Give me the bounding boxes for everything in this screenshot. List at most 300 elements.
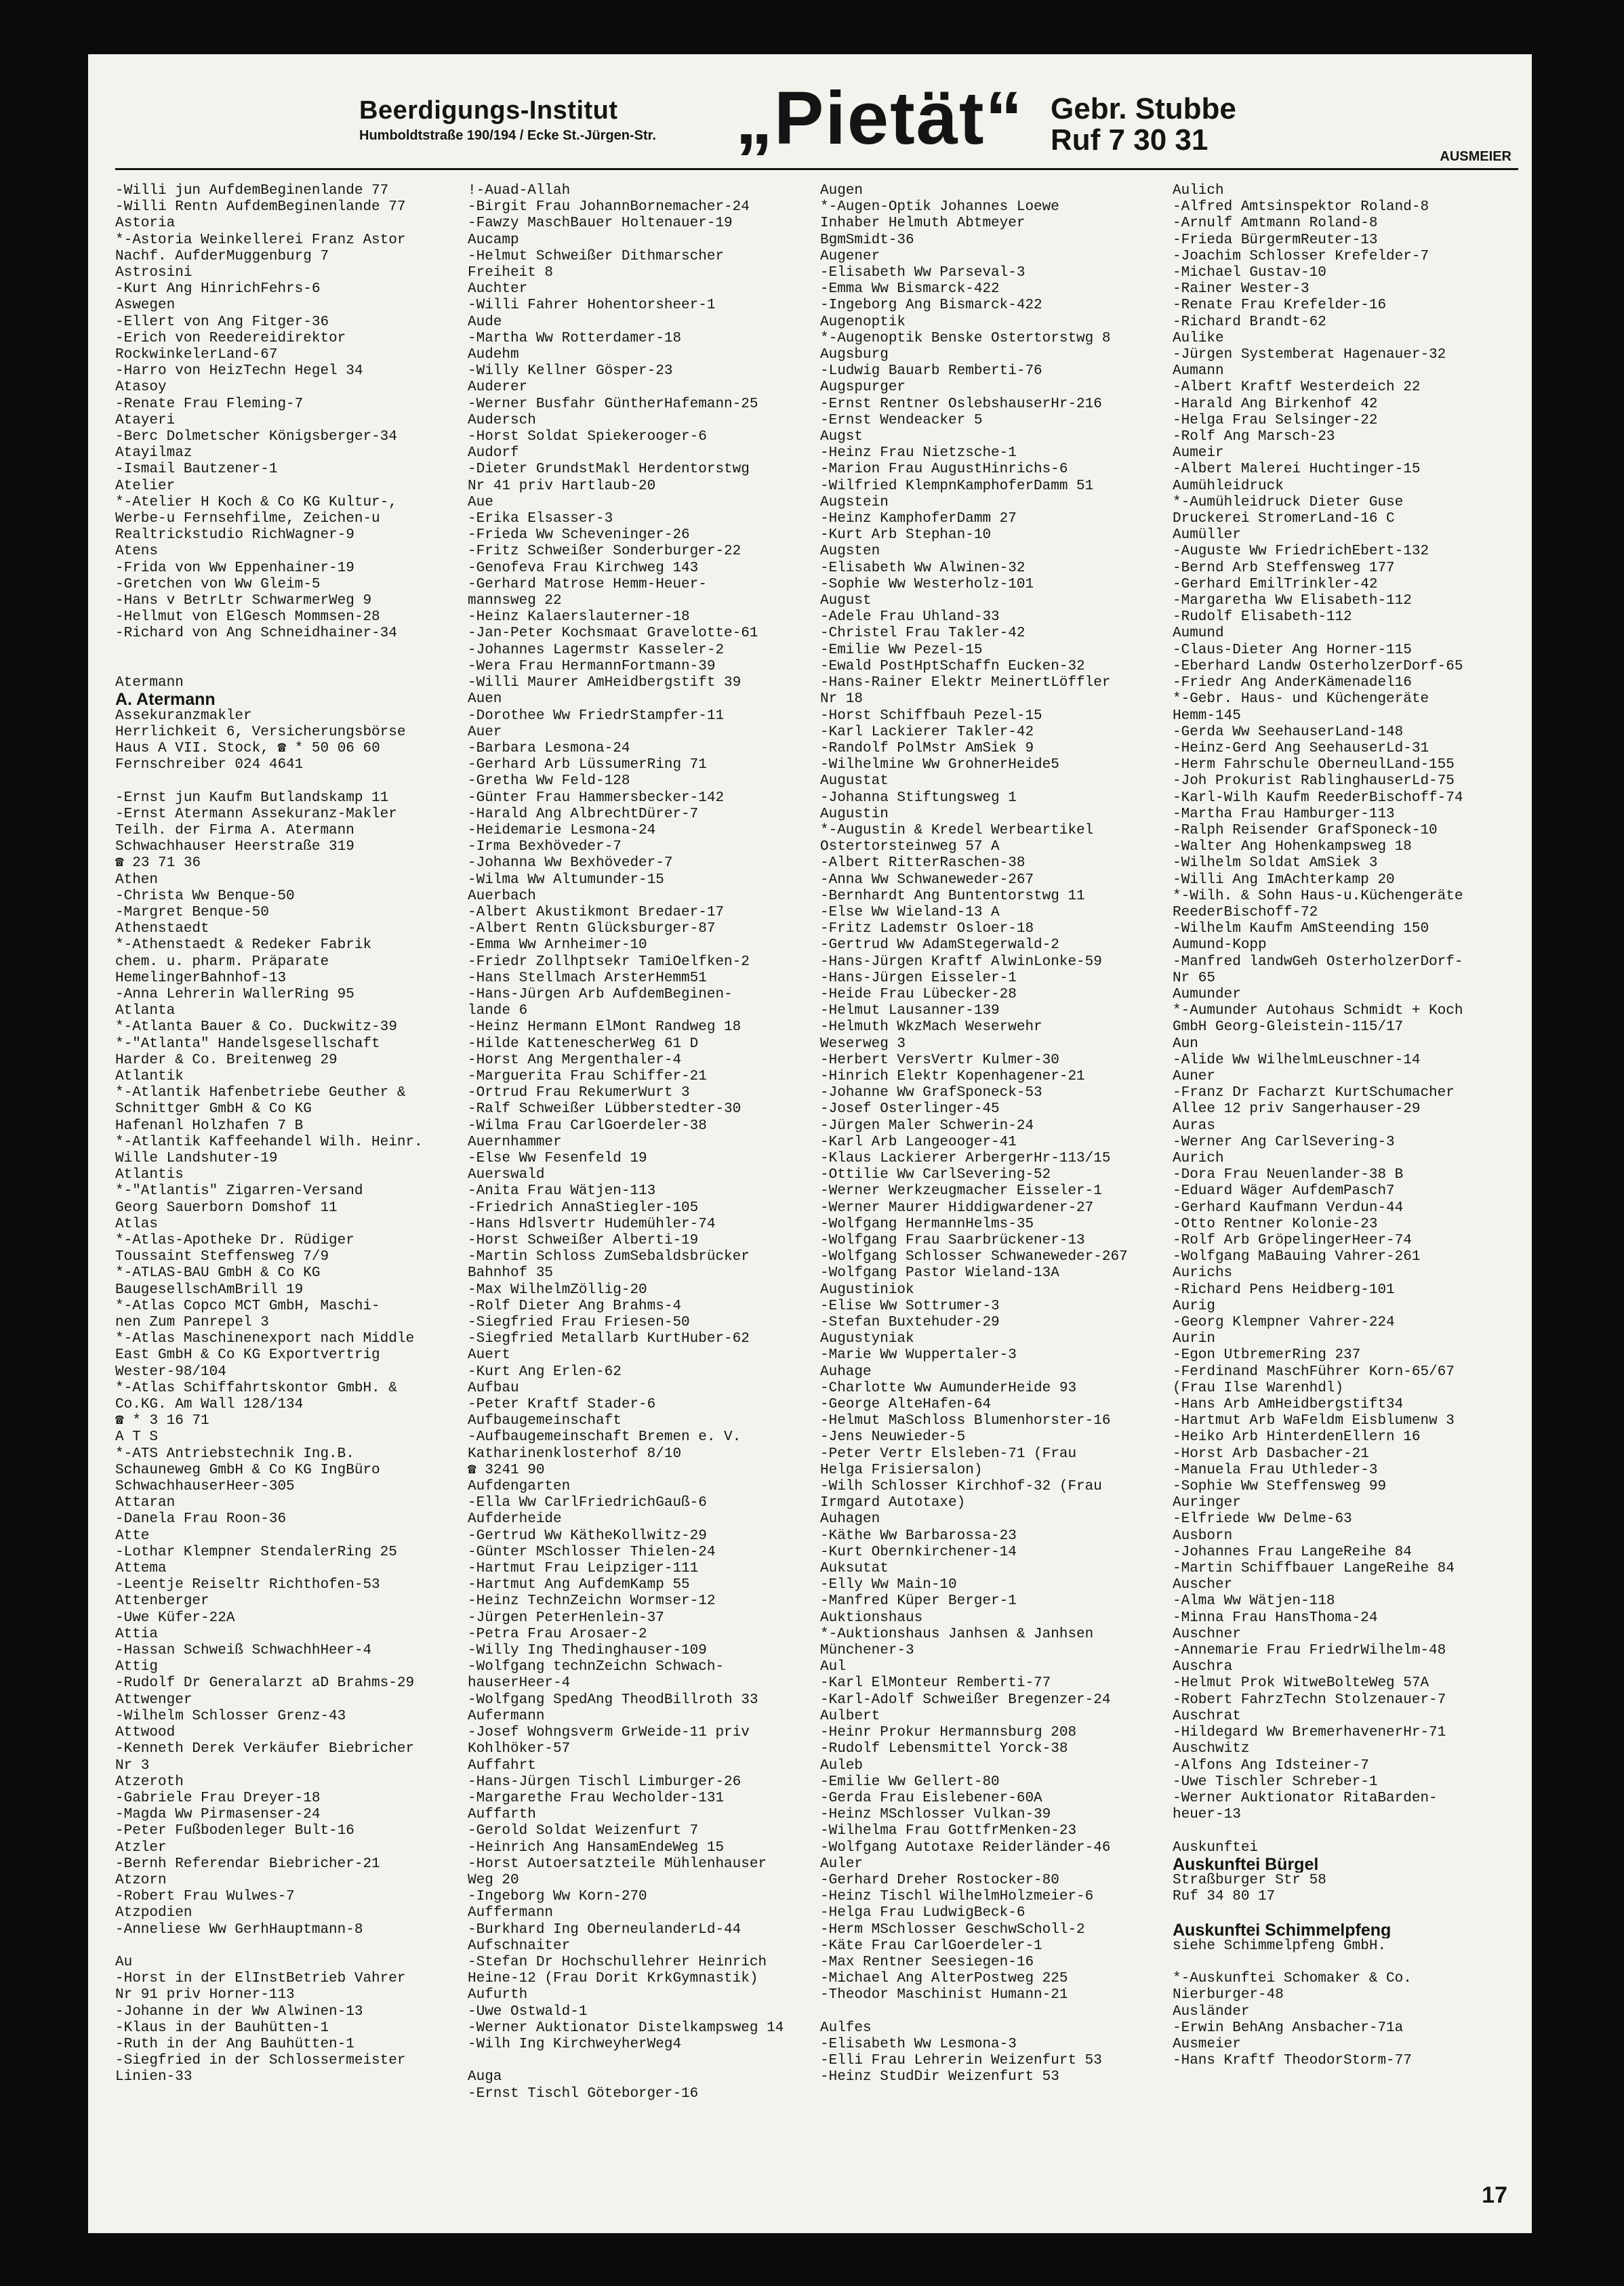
- listing-line: [1173, 1905, 1511, 1921]
- listing-line: *-Augenoptik Benske Ostertorstwg 8: [820, 330, 1111, 346]
- listing-line: Aurin: [1173, 1331, 1216, 1347]
- listing-line: [115, 659, 454, 675]
- listing-line: *-ATLAS-BAU GmbH & Co KG: [115, 1265, 321, 1282]
- listing-line: -Ewald PostHptSchaffn Eucken-32: [820, 658, 1085, 674]
- listing-line: -Elisabeth Ww Alwinen-32: [820, 560, 1026, 576]
- listing-line: A T S: [115, 1429, 159, 1446]
- listing-line: Attia: [115, 1626, 159, 1642]
- listing-line: Augsburg: [820, 347, 889, 363]
- listing-line: -Rolf Dieter Ang Brahms-4: [468, 1298, 682, 1314]
- listing-line: -Heinr Prokur Hermannsburg 208: [820, 1725, 1077, 1741]
- listing-line: -Heinz Tischl WilhelmHolzmeier-6: [820, 1889, 1094, 1905]
- listing-line: -Martha Ww Rotterdamer-18: [468, 330, 682, 346]
- listing-line: -Helmuth WkzMach Weserwehr: [820, 1019, 1042, 1036]
- listing-line: Schwachhauser Heerstraße 319: [115, 839, 354, 855]
- listing-line: Auksutat: [820, 1561, 889, 1577]
- listing-line: -Siegfried Frau Friesen-50: [468, 1315, 690, 1331]
- listing-line: *-Atelier H Koch & Co KG Kultur-,: [115, 494, 397, 510]
- listing-line: -Michael Ang AlterPostweg 225: [820, 1971, 1068, 1987]
- listing-line: -Hans Hdlsvertr Hudemühler-74: [468, 1216, 716, 1232]
- listing-line: -Elisabeth Ww Parseval-3: [820, 265, 1026, 281]
- listing-line: Atens: [115, 544, 159, 560]
- listing-line: -Ellert von Ang Fitger-36: [115, 314, 329, 330]
- listing-line: -Kurt Ang HinrichFehrs-6: [115, 281, 321, 298]
- listing-line: Auerswald: [468, 1167, 545, 1183]
- listing-line: Inhaber Helmuth Abtmeyer: [820, 216, 1026, 232]
- listing-line: -Ernst jun Kaufm Butlandskamp 11: [115, 790, 389, 806]
- listing-line: Auschner: [1173, 1626, 1241, 1642]
- listing-line: -Josef Wohngsverm GrWeide-11 priv: [468, 1725, 750, 1741]
- listing-line: -Margarethe Frau Wecholder-131: [468, 1790, 725, 1806]
- listing-line: -Dora Frau Neuenlander-38 B: [1173, 1167, 1404, 1183]
- listing-line: -Bernd Arb Steffensweg 177: [1173, 560, 1395, 576]
- listing-line: Teilh. der Firma A. Atermann: [115, 822, 354, 838]
- listing-line: *-Auskunftei Schomaker & Co.: [1173, 1971, 1412, 1987]
- listing-line: Atelier: [115, 478, 176, 494]
- listing-line: Druckerei StromerLand-16 C: [1173, 511, 1395, 527]
- listing-line: -Horst Ang Mergenthaler-4: [468, 1052, 682, 1068]
- listing-line: *-Atlas Copco MCT GmbH, Maschi-: [115, 1298, 380, 1314]
- listing-line: Atermann: [115, 675, 184, 691]
- listing-line: A. Atermann: [115, 691, 216, 708]
- listing-line: [820, 2004, 1159, 2020]
- listing-line: -Ismail Bautzener-1: [115, 462, 278, 478]
- listing-line: -Günter Frau Hammersbecker-142: [468, 790, 725, 806]
- listing-line: Nr 65: [1173, 970, 1216, 986]
- listing-line: -Marion Frau AugustHinrichs-6: [820, 462, 1068, 478]
- listing-line: -Wolfgang Autotaxe Reiderländer-46: [820, 1839, 1111, 1856]
- listing-line: *-Atlanta Bauer & Co. Duckwitz-39: [115, 1019, 397, 1036]
- listing-line: Georg Sauerborn Domshof 11: [115, 1200, 338, 1216]
- listing-line: -Else Ww Wieland-13 A: [820, 904, 1000, 920]
- listing-column-3: [820, 183, 1159, 2086]
- listing-line: -Marie Ww Wuppertaler-3: [820, 1347, 1017, 1364]
- listing-line: Atlas: [115, 1216, 159, 1232]
- listing-line: -Ralph Reisender GrafSponeck-10: [1173, 822, 1438, 838]
- listing-line: -Hans v BetrLtr SchwarmerWeg 9: [115, 593, 372, 609]
- listing-line: -Hans-Jürgen Arb AufdemBeginen-: [468, 986, 733, 1002]
- listing-line: *-Augen-Optik Johannes Loewe: [820, 199, 1059, 216]
- listing-line: -Arnulf Amtmann Roland-8: [1173, 216, 1378, 232]
- listing-line: -Helmut Schweißer Dithmarscher: [468, 248, 725, 264]
- listing-line: -Hans Arb AmHeidbergstift34: [1173, 1397, 1404, 1413]
- listing-line: -Ernst Tischl Göteborger-16: [468, 2085, 699, 2102]
- listing-line: Hafenanl Holzhafen 7 B: [115, 1118, 304, 1134]
- listing-line: -Elli Frau Lehrerin Weizenfurt 53: [820, 2053, 1102, 2069]
- listing-line: -Annemarie Frau FriedrWilhelm-48: [1173, 1643, 1446, 1659]
- listing-line: -Wilfried KlempnKamphoferDamm 51: [820, 478, 1094, 494]
- listing-line: [468, 2053, 807, 2069]
- listing-line: -Rainer Wester-3: [1173, 281, 1310, 298]
- listing-line: *-Athenstaedt & Redeker Fabrik: [115, 937, 372, 954]
- listing-line: -Ortrud Frau RekumerWurt 3: [468, 1085, 690, 1101]
- listing-line: chem. u. pharm. Präparate: [115, 954, 329, 970]
- listing-line: Aun: [1173, 1036, 1198, 1052]
- listing-line: ReederBischoff-72: [1173, 904, 1318, 920]
- listing-line: -Ludwig Bauarb Remberti-76: [820, 363, 1042, 380]
- listing-line: *-Astoria Weinkellerei Franz Astor: [115, 232, 406, 248]
- listing-line: -Bernhardt Ang Buntentorstwg 11: [820, 888, 1085, 904]
- listing-line: -Heidemarie Lesmona-24: [468, 822, 656, 838]
- listing-line: Augustat: [820, 773, 889, 790]
- listing-line: Aurichs: [1173, 1265, 1233, 1282]
- listing-line: -Rolf Arb GröpelingerHeer-74: [1173, 1233, 1412, 1248]
- listing-line: Aufderheide: [468, 1511, 562, 1528]
- listing-line: *-Gebr. Haus- und Küchengeräte: [1173, 691, 1429, 708]
- listing-line: Linien-33: [115, 2069, 192, 2085]
- listing-line: Schauneweg GmbH & Co KG IngBüro: [115, 1462, 380, 1478]
- listing-line: *-Augustin & Kredel Werbeartikel: [820, 822, 1094, 838]
- listing-line: Attig: [115, 1659, 159, 1675]
- listing-line: Auffermann: [468, 1905, 554, 1921]
- listing-line: -Martin Schloss ZumSebaldsbrücker: [468, 1249, 750, 1265]
- listing-line: -Ingeborg Ww Korn-270: [468, 1889, 647, 1905]
- listing-line: GmbH Georg-Gleistein-115/17: [1173, 1019, 1404, 1036]
- listing-line: Aumeir: [1173, 445, 1224, 462]
- listing-line: -Jürgen PeterHenlein-37: [468, 1610, 664, 1626]
- listing-line: Auschwitz: [1173, 1741, 1250, 1757]
- listing-line: -Manfred landwGeh OsterholzerDorf-: [1173, 954, 1463, 970]
- listing-line: -Gertrud Ww KätheKollwitz-29: [468, 1528, 707, 1544]
- listing-line: -Rudolf Dr Generalarzt aD Brahms-29: [115, 1675, 415, 1692]
- listing-line: -Minna Frau HansThoma-24: [1173, 1610, 1378, 1626]
- listing-line: Augspurger: [820, 380, 906, 396]
- listing-line: -Hans Kraftf TheodorStorm-77: [1173, 2053, 1412, 2069]
- listing-line: Audehm: [468, 347, 519, 363]
- listing-line: -Gerold Soldat Weizenfurt 7: [468, 1823, 699, 1839]
- listing-line: -Harro von HeizTechn Hegel 34: [115, 363, 363, 380]
- listing-line: -Heinz-Gerd Ang SeehauserLd-31: [1173, 740, 1429, 756]
- listing-line: Nr 3: [115, 1757, 150, 1774]
- listing-line: -Joh Prokurist RablinghauserLd-75: [1173, 773, 1455, 790]
- listing-line: Auringer: [1173, 1495, 1241, 1511]
- listing-line: -Lothar Klempner StendalerRing 25: [115, 1544, 397, 1560]
- listing-line: -Jürgen Maler Schwerin-24: [820, 1118, 1034, 1134]
- listing-line: Nr 91 priv Horner-113: [115, 1987, 295, 2003]
- listing-line: -Marguerita Frau Schiffer-21: [468, 1068, 707, 1084]
- listing-line: Astrosini: [115, 265, 192, 281]
- listing-line: -Heinz Frau Nietzsche-1: [820, 445, 1017, 462]
- listing-line: -Hilde KattenescherWeg 61 D: [468, 1036, 699, 1052]
- listing-line: Münchener-3: [820, 1643, 914, 1659]
- listing-line: -Georg Klempner Vahrer-224: [1173, 1315, 1395, 1331]
- listing-line: -Gerhard Dreher Rostocker-80: [820, 1872, 1059, 1888]
- listing-line: -Wilhelmine Ww GrohnerHeide5: [820, 757, 1059, 773]
- listing-line: Atlanta: [115, 1003, 176, 1019]
- listing-line: Attwood: [115, 1725, 176, 1741]
- listing-line: Augener: [820, 248, 880, 264]
- listing-line: Assekuranzmakler: [115, 708, 252, 724]
- listing-line: Auschrat: [1173, 1708, 1241, 1724]
- listing-line: -Kurt Obernkirchener-14: [820, 1544, 1017, 1560]
- listing-line: Aumund: [1173, 626, 1224, 642]
- listing-line: -Helga Frau LudwigBeck-6: [820, 1905, 1026, 1921]
- listing-line: -Danela Frau Roon-36: [115, 1511, 287, 1528]
- listing-line: -Harald Ang Birkenhof 42: [1173, 396, 1378, 412]
- listing-line: -Gretchen von Ww Gleim-5: [115, 576, 321, 592]
- listing-line: -Helga Frau Selsinger-22: [1173, 412, 1378, 428]
- listing-line: siehe Schimmelpfeng GmbH.: [1173, 1938, 1387, 1954]
- listing-line: [115, 642, 454, 659]
- listing-line: Bahnhof 35: [468, 1265, 554, 1282]
- header-left: [359, 96, 656, 144]
- listing-line: -George AlteHafen-64: [820, 1397, 992, 1413]
- listing-line: Aul: [820, 1659, 846, 1675]
- directory-page: [88, 54, 1532, 2233]
- listing-line: -Wolfgang MaBauing Vahrer-261: [1173, 1249, 1421, 1265]
- listing-line: -Egon UtbremerRing 237: [1173, 1347, 1361, 1364]
- listing-line: Aumund-Kopp: [1173, 937, 1267, 954]
- listing-line: -Hildegard Ww BremerhavenerHr-71: [1173, 1725, 1446, 1741]
- listing-line: -Anna Lehrerin WallerRing 95: [115, 986, 354, 1002]
- listing-line: Wester-98/104: [115, 1364, 226, 1380]
- listing-line: -Heinz MSchlosser Vulkan-39: [820, 1807, 1051, 1823]
- listing-line: Aswegen: [115, 298, 176, 314]
- company-name: Gebr. Stubbe: [1051, 92, 1236, 125]
- listing-line: Augenoptik: [820, 314, 906, 330]
- listing-line: -Rudolf Elisabeth-112: [1173, 609, 1352, 626]
- listing-line: -Wolfgang technZeichn Schwach-: [468, 1659, 725, 1675]
- listing-line: -Werner Auktionator Distelkampsweg 14: [468, 2020, 784, 2036]
- listing-line: -Emilie Ww Pezel-15: [820, 642, 983, 658]
- listing-line: -Jens Neuwieder-5: [820, 1429, 966, 1446]
- listing-line: -Helmut MaSchloss Blumenhorster-16: [820, 1413, 1111, 1429]
- listing-line: -Albert Kraftf Westerdeich 22: [1173, 380, 1421, 396]
- listing-line: *-Atlantik Kaffeehandel Wilh. Heinr.: [115, 1134, 423, 1150]
- listing-line: -Klaus Lackierer ArbergerHr-113/15: [820, 1150, 1111, 1166]
- listing-line: -Willi Fahrer Hohentorsheer-1: [468, 298, 716, 314]
- listing-line: -Werner Werkzeugmacher Eisseler-1: [820, 1183, 1102, 1200]
- listing-line: -Gretha Ww Feld-128: [468, 773, 630, 790]
- listing-line: -Hans-Rainer Elektr MeinertLöffler: [820, 675, 1111, 691]
- listing-line: -Werner Busfahr GüntherHafemann-25: [468, 396, 758, 412]
- listing-line: Atzler: [115, 1839, 167, 1856]
- listing-line: -Heide Frau Lübecker-28: [820, 986, 1017, 1002]
- listing-line: -Peter Fußbodenleger Bult-16: [115, 1823, 354, 1839]
- listing-line: Auga: [468, 2069, 502, 2085]
- listing-line: -Josef Osterlinger-45: [820, 1101, 1000, 1118]
- listing-line: -Karl ElMonteur Remberti-77: [820, 1675, 1051, 1692]
- listing-line: Auchter: [468, 281, 528, 298]
- listing-line: -Karl-Adolf Schweißer Bregenzer-24: [820, 1692, 1111, 1708]
- listing-line: -Willy Kellner Gösper-23: [468, 363, 673, 380]
- listing-line: -Wera Frau HermannFortmann-39: [468, 658, 716, 674]
- listing-line: Attenberger: [115, 1593, 209, 1610]
- listing-line: -Charlotte Ww AumunderHeide 93: [820, 1380, 1077, 1396]
- listing-line: -Johannes Lagermstr Kasseler-2: [468, 642, 725, 658]
- listing-line: -Karl Arb Langeooger-41: [820, 1134, 1017, 1150]
- listing-line: -Gerhard Arb LüssumerRing 71: [468, 757, 707, 773]
- listing-line: -Elisabeth Ww Lesmona-3: [820, 2036, 1017, 2052]
- listing-line: Auler: [820, 1856, 864, 1872]
- listing-line: [1173, 1823, 1511, 1839]
- listing-line: -Uwe Ostwald-1: [468, 2003, 588, 2020]
- listing-line: -Heinz TechnZeichn Wormser-12: [468, 1593, 716, 1610]
- listing-line: -Elfriede Ww Delme-63: [1173, 1511, 1352, 1528]
- listing-line: Atlantik: [115, 1068, 184, 1084]
- listing-line: -Johanne in der Ww Alwinen-13: [115, 2003, 363, 2020]
- listing-line: -Robert Frau Wulwes-7: [115, 1889, 295, 1905]
- listing-line: -Käthe Ww Barbarossa-23: [820, 1528, 1017, 1544]
- listing-line: Auffarth: [468, 1807, 536, 1823]
- listing-line: -Emma Ww Bismarck-422: [820, 281, 1000, 298]
- listing-line: ☎ 23 71 36: [115, 855, 201, 872]
- listing-line: -Eberhard Landw OsterholzerDorf-65: [1173, 658, 1463, 674]
- listing-line: Nr 18: [820, 691, 864, 708]
- listing-line: Katharinenklosterhof 8/10: [468, 1446, 682, 1462]
- listing-line: Weserweg 3: [820, 1036, 906, 1052]
- listing-line: Atayeri: [115, 412, 176, 428]
- listing-line: mannsweg 22: [468, 593, 562, 609]
- listing-line: Audorf: [468, 445, 519, 462]
- listing-line: -Hans Stellmach ArsterHemm51: [468, 970, 707, 986]
- listing-line: -Gerda Frau Eislebener-60A: [820, 1790, 1042, 1806]
- listing-line: -Ernst Atermann Assekuranz-Makler: [115, 806, 397, 822]
- listing-line: -Aufbaugemeinschaft Bremen e. V.: [468, 1429, 742, 1446]
- listing-line: Auernhammer: [468, 1134, 562, 1150]
- listing-line: Nierburger-48: [1173, 1987, 1284, 2003]
- listing-line: -Fritz Lademstr Osloer-18: [820, 921, 1034, 937]
- listing-line: -Alfred Amtsinspektor Roland-8: [1173, 199, 1429, 216]
- listing-line: *-Wilh. & Sohn Haus-u.Küchengeräte: [1173, 888, 1463, 904]
- listing-line: Auskunftei Bürgel: [1173, 1856, 1319, 1873]
- company-phone: Ruf 7 30 31: [1051, 123, 1209, 157]
- listing-line: -Sophie Ww Westerholz-101: [820, 576, 1034, 592]
- listing-line: -Albert RitterRaschen-38: [820, 855, 1026, 872]
- listing-line: -Genofeva Frau Kirchweg 143: [468, 560, 699, 576]
- listing-line: Werbe-u Fernsehfilme, Zeichen-u: [115, 511, 380, 527]
- listing-line: -Horst Arb Dasbacher-21: [1173, 1446, 1369, 1462]
- listing-line: -Gabriele Frau Dreyer-18: [115, 1790, 321, 1806]
- listing-line: heuer-13: [1173, 1807, 1241, 1823]
- listing-line: ☎ * 3 16 71: [115, 1413, 209, 1429]
- listing-line: Auert: [468, 1347, 511, 1364]
- listing-line: -Albert Malerei Huchtinger-15: [1173, 462, 1421, 478]
- listing-line: -Ralf Schweißer Lübberstedter-30: [468, 1101, 742, 1118]
- listing-line: -Michael Gustav-10: [1173, 265, 1326, 281]
- listing-line: -Leentje Reiseltr Richthofen-53: [115, 1577, 380, 1593]
- listing-line: Aufbau: [468, 1380, 519, 1396]
- brand-name: „Pietät“: [735, 77, 1024, 160]
- listing-line: -Harald Ang AlbrechtDürer-7: [468, 806, 699, 822]
- listing-line: -Johannes Frau LangeReihe 84: [1173, 1544, 1412, 1560]
- listing-line: *-"Atlanta" Handelsgesellschaft: [115, 1036, 380, 1052]
- listing-line: Aurig: [1173, 1298, 1216, 1314]
- listing-line: -Willy Ing Thedinghauser-109: [468, 1643, 707, 1659]
- listing-line: Aucamp: [468, 232, 519, 248]
- listing-line: -Richard Brandt-62: [1173, 314, 1326, 330]
- listing-line: -Kurt Arb Stephan-10: [820, 527, 992, 544]
- listing-line: -Theodor Maschinist Humann-21: [820, 1987, 1068, 2003]
- listing-line: BgmSmidt-36: [820, 232, 914, 248]
- listing-line: Schnittger GmbH & Co KG: [115, 1101, 312, 1118]
- listing-line: -Horst in der ElInstBetrieb Vahrer: [115, 1971, 406, 1987]
- listing-line: -Wolfgang HermannHelms-35: [820, 1216, 1034, 1232]
- header-rule: [115, 168, 1518, 170]
- listing-line: -Burkhard Ing OberneulanderLd-44: [468, 1921, 742, 1938]
- listing-line: -Karl-Wilh Kaufm ReederBischoff-74: [1173, 790, 1463, 806]
- listing-line: Auner: [1173, 1068, 1216, 1084]
- listing-line: -Heinrich Ang HansamEndeWeg 15: [468, 1839, 725, 1856]
- listing-line: Ausmeier: [1173, 2036, 1241, 2052]
- listing-line: Freiheit 8: [468, 265, 554, 281]
- listing-line: -Heiko Arb HinterdenEllern 16: [1173, 1429, 1421, 1446]
- listing-line: Auerbach: [468, 888, 536, 904]
- listing-line: -Karl Lackierer Takler-42: [820, 724, 1034, 740]
- listing-line: -Gerhard Matrose Hemm-Heuer-: [468, 576, 707, 592]
- listing-line: -Anita Frau Wätjen-113: [468, 1183, 656, 1200]
- listing-line: -Friedr Ang AnderKämenadel16: [1173, 675, 1412, 691]
- listing-line: -Ottilie Ww CarlSevering-52: [820, 1167, 1051, 1183]
- listing-line: Aufermann: [468, 1708, 545, 1724]
- listing-line: -Hans-Jürgen Kraftf AlwinLonke-59: [820, 954, 1102, 970]
- listing-line: Auleb: [820, 1757, 864, 1774]
- listing-line: -Christa Ww Benque-50: [115, 888, 295, 904]
- listing-line: *-Atlas-Apotheke Dr. Rüdiger: [115, 1233, 354, 1248]
- listing-line: -Klaus in der Bauhütten-1: [115, 2020, 329, 2036]
- listing-line: -Magda Ww Pirmasenser-24: [115, 1807, 321, 1823]
- listing-line: -Johanna Ww Bexhöveder-7: [468, 855, 673, 872]
- listing-line: HemelingerBahnhof-13: [115, 970, 287, 986]
- listing-column-2: [468, 183, 807, 2102]
- listing-line: -Emma Ww Arnheimer-10: [468, 937, 647, 954]
- listing-line: Nachf. AufderMuggenburg 7: [115, 248, 329, 264]
- listing-line: -Heinz Kalaerslauterner-18: [468, 609, 690, 626]
- listing-line: Auhagen: [820, 1511, 880, 1528]
- listing-line: -Frieda BürgermReuter-13: [1173, 232, 1378, 248]
- listing-line: -Barbara Lesmona-24: [468, 740, 630, 756]
- listing-line: Atzpodien: [115, 1905, 192, 1921]
- listing-line: Attwenger: [115, 1692, 192, 1708]
- listing-line: [115, 1938, 454, 1955]
- listing-line: (Frau Ilse Warenhdl): [1173, 1380, 1344, 1396]
- listing-line: Aude: [468, 314, 502, 330]
- listing-line: -Irma Bexhöveder-7: [468, 839, 622, 855]
- listing-line: -Horst Schweißer Alberti-19: [468, 1233, 699, 1248]
- listing-line: -Werner Auktionator RitaBarden-: [1173, 1790, 1438, 1806]
- listing-line: Kohlhöker-57: [468, 1741, 571, 1757]
- listing-line: -Heinz Hermann ElMont Randweg 18: [468, 1019, 742, 1036]
- listing-line: -Berc Dolmetscher Königsberger-34: [115, 429, 397, 445]
- listing-line: -Alfons Ang Idsteiner-7: [1173, 1757, 1369, 1774]
- listing-line: -Willi Rentn AufdemBeginenlande 77: [115, 199, 406, 216]
- listing-line: -Richard Pens Heidberg-101: [1173, 1282, 1395, 1298]
- listing-line: Aumühleidruck: [1173, 478, 1284, 494]
- listing-line: -Albert Akustikmont Bredaer-17: [468, 904, 725, 920]
- listing-line: -Kurt Ang Erlen-62: [468, 1364, 622, 1380]
- listing-line: *-Auktionshaus Janhsen & Janhsen: [820, 1626, 1094, 1642]
- listing-line: -Wilma Ww Altumunder-15: [468, 872, 664, 888]
- listing-line: -Max Rentner Seesiegen-16: [820, 1954, 1034, 1970]
- listing-line: Atasoy: [115, 380, 167, 396]
- listing-line: Audersch: [468, 412, 536, 428]
- listing-line: -Hartmut Ang AufdemKamp 55: [468, 1577, 690, 1593]
- listing-line: -Franz Dr Facharzt KurtSchumacher: [1173, 1085, 1455, 1101]
- listing-line: BaugesellschAmBrill 19: [115, 1282, 304, 1298]
- listing-line: -Wilhelm Kaufm AmSteending 150: [1173, 921, 1429, 937]
- listing-line: -Helmut Lausanner-139: [820, 1003, 1000, 1019]
- listing-line: SchwachhauserHeer-305: [115, 1479, 295, 1495]
- listing-column-4: [1173, 183, 1511, 2069]
- listing-line: -Joachim Schlosser Krefelder-7: [1173, 248, 1429, 264]
- listing-line: Aumunder: [1173, 986, 1241, 1002]
- listing-line: -Bernh Referendar Biebricher-21: [115, 1856, 380, 1872]
- listing-line: Aufbaugemeinschaft: [468, 1413, 622, 1429]
- listing-line: East GmbH & Co KG Exportvertrig: [115, 1347, 380, 1364]
- listing-line: RockwinkelerLand-67: [115, 347, 278, 363]
- listing-line: August: [820, 593, 872, 609]
- listing-line: -Willi jun AufdemBeginenlande 77: [115, 183, 389, 199]
